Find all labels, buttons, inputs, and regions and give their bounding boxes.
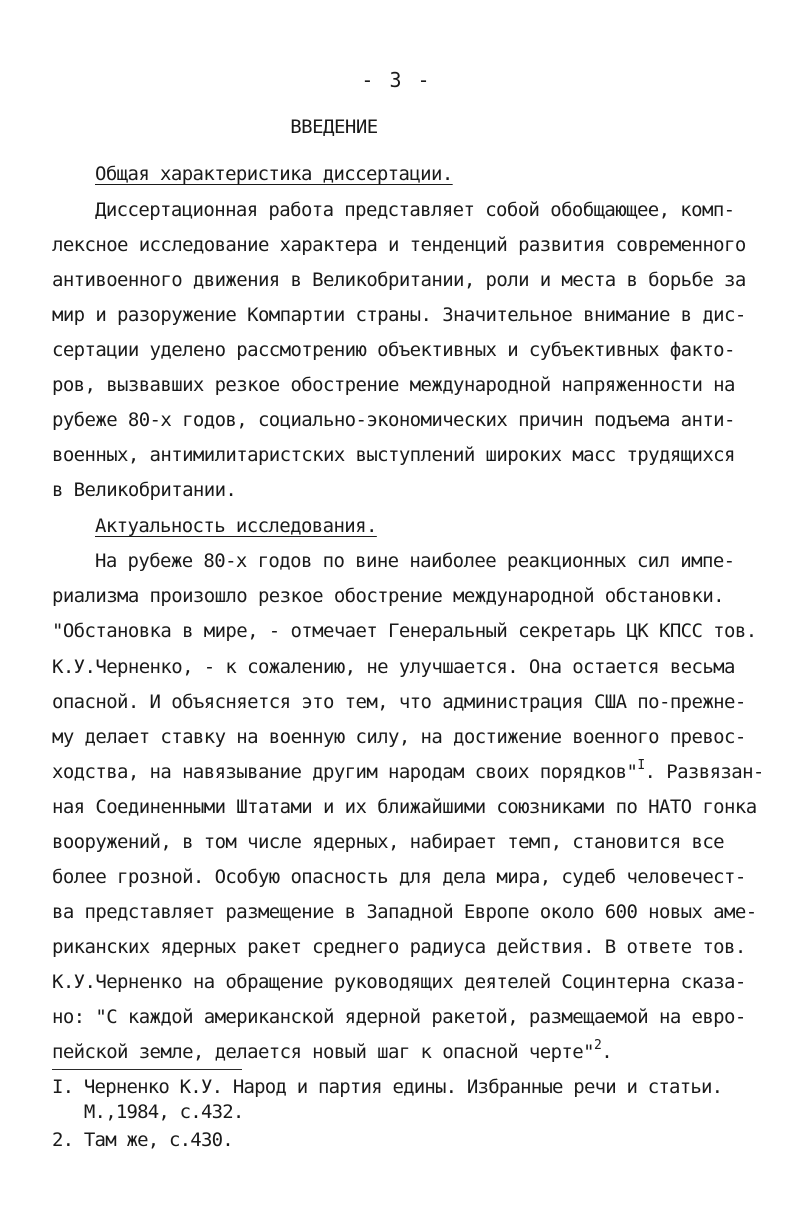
footnote-ref-2: 2 [593, 1037, 602, 1053]
paragraph-line: риканских ядерных ракет среднего радиуса действия. В ответе тов. [52, 936, 746, 958]
footnote-2: 2. Там же, с.430. [52, 1129, 233, 1151]
paragraph-line: К.У.Черненко, - к сожалению, не улучшается. Она остается весьма [52, 656, 735, 678]
paragraph-line: мир и разоружение Компартии страны. Значительное внимание в дис- [52, 304, 746, 326]
paragraph-line: более грозной. Особую опасность для дела мира, судеб человечест- [52, 866, 746, 888]
paragraph-line: ная Соединенными Штатами и их ближайшими союзниками по НАТО гонка [52, 796, 757, 818]
footnote-ref-1: I [637, 757, 645, 773]
paragraph-line: ров, вызвавших резкое обострение международной напряженности на [52, 374, 735, 396]
line-text: . Развязан- [644, 761, 764, 783]
paragraph-line: ва представляет размещение в Западной Европе около 600 новых аме- [52, 901, 757, 923]
line-text: ходства, на навязывание другим народам своих порядков" [52, 761, 638, 783]
paragraph-line: риализма произошло резкое обострение международной обстановки. [52, 585, 725, 607]
page-number: - 3 - [361, 68, 432, 92]
paragraph-line: вооружений, в том числе ядерных, набирает темп, становится все [52, 831, 725, 853]
page-title: ВВЕДЕНИЕ [290, 116, 378, 138]
line-text: . [601, 1041, 613, 1063]
paragraph-line: в Великобритании. [52, 479, 237, 501]
paragraph-line-with-footnote [52, 1037, 613, 1064]
line-text: пейской земле, делается новый шаг к опасной черте" [52, 1041, 594, 1063]
section-heading-general: Общая характеристика диссертации. [95, 163, 453, 185]
footnote-1-continuation: М.,1984, с.432. [52, 1101, 244, 1123]
paragraph-line: лексное исследование характера и тенденций развития современного [52, 234, 746, 256]
paragraph-line: военных, антимилитаристских выступлений широких масс трудящихся [52, 444, 735, 466]
paragraph-line: му делает ставку на военную силу, на достижение военного превос- [52, 726, 746, 748]
paragraph-line: "Обстановка в мире, - отмечает Генеральный секретарь ЦК КПСС тов. [52, 620, 757, 642]
paragraph-line: К.У.Черненко на обращение руководящих деятелей Социнтерна сказа- [52, 971, 746, 993]
paragraph-line: На рубеже 80-х годов по вине наиболее реакционных сил импе- [95, 550, 735, 572]
paragraph-line: но: "С каждой американской ядерной ракетой, размещаемой на евро- [52, 1006, 746, 1028]
paragraph-line-with-footnote [52, 757, 764, 784]
paragraph-line: Диссертационная работа представляет собой обобщающее, комп- [95, 199, 735, 221]
paragraph-line: антивоенного движения в Великобритании, роли и места в борьбе за [52, 269, 746, 291]
section-heading-relevance: Актуальность исследования. [95, 515, 377, 537]
paragraph-line: сертации уделено рассмотрению объективных и субъективных факто- [52, 339, 735, 361]
paragraph-line: опасной. И объясняется это тем, что администрация США по-прежне- [52, 691, 746, 713]
footnote-1: I. Черненко К.У. Народ и партия едины. Избранные речи и статьи. [52, 1076, 723, 1098]
paragraph-line: рубеже 80-х годов, социально-экономических причин подъема анти- [52, 409, 735, 431]
footnote-divider [52, 1069, 242, 1070]
